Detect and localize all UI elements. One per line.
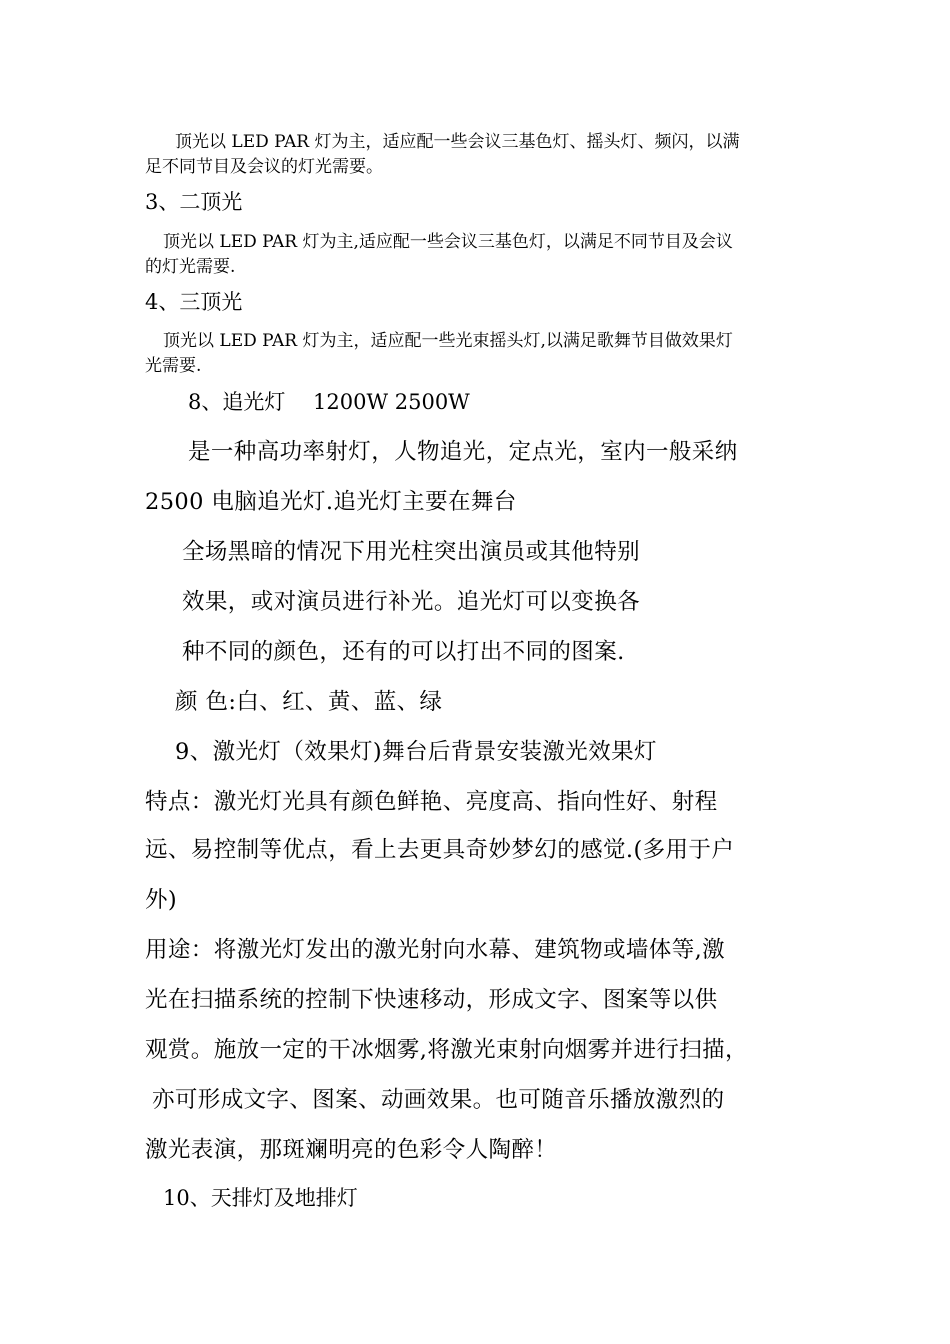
paragraph-line: 全场黑暗的情况下用光柱突出演员或其他特别 bbox=[182, 539, 641, 565]
paragraph-line: 足不同节目及会议的灯光需要。 bbox=[145, 157, 383, 177]
paragraph-line: 颜 色:白、红、黄、蓝、绿 bbox=[175, 689, 443, 715]
paragraph-line: 外) bbox=[145, 887, 178, 913]
paragraph-line: 激光表演，那斑斓明亮的色彩令人陶醉！ bbox=[145, 1137, 558, 1163]
paragraph-line: 光需要. bbox=[145, 356, 202, 376]
section-heading: 9、激光灯（效果灯)舞台后背景安装激光效果灯 bbox=[175, 739, 657, 765]
paragraph-line: 种不同的颜色，还有的可以打出不同的图案. bbox=[182, 639, 625, 665]
paragraph-line: 顶光以 LED PAR 灯为主，适应配一些会议三基色灯、摇头灯、频闪，以满 bbox=[175, 132, 740, 152]
paragraph-line: 是一种高功率射灯，人物追光，定点光，室内一般采纳 bbox=[188, 439, 738, 465]
section-heading: 4、三顶光 bbox=[145, 290, 243, 314]
section-heading: 10、天排灯及地排灯 bbox=[163, 1186, 358, 1210]
paragraph-line: 的灯光需要. bbox=[145, 257, 236, 277]
paragraph-line: 用途：将激光灯发出的激光射向水幕、建筑物或墙体等,激 bbox=[145, 937, 726, 963]
paragraph-line: 光在扫描系统的控制下快速移动，形成文字、图案等以供 bbox=[145, 987, 718, 1013]
section-heading: 8、追光灯 1200W 2500W bbox=[188, 390, 470, 414]
paragraph-line: 2500 电脑追光灯.追光灯主要在舞台 bbox=[145, 489, 517, 515]
paragraph-line: 特点：激光灯光具有颜色鲜艳、亮度高、指向性好、射程 bbox=[145, 789, 718, 815]
paragraph-line: 效果，或对演员进行补光。追光灯可以变换各 bbox=[182, 589, 641, 615]
paragraph-line: 顶光以 LED PAR 灯为主,适应配一些会议三基色灯，以满足不同节目及会议 bbox=[163, 232, 733, 252]
section-heading: 3、二顶光 bbox=[145, 190, 243, 214]
paragraph-line: 观赏。施放一定的干冰烟雾,将激光束射向烟雾并进行扫描， bbox=[145, 1037, 748, 1063]
paragraph-line: 远、易控制等优点，看上去更具奇妙梦幻的感觉.(多用于户 bbox=[145, 837, 735, 863]
paragraph-line: 亦可形成文字、图案、动画效果。也可随音乐播放激烈的 bbox=[152, 1087, 725, 1113]
paragraph-line: 顶光以 LED PAR 灯为主，适应配一些光束摇头灯,以满足歌舞节目做效果灯 bbox=[163, 331, 733, 351]
